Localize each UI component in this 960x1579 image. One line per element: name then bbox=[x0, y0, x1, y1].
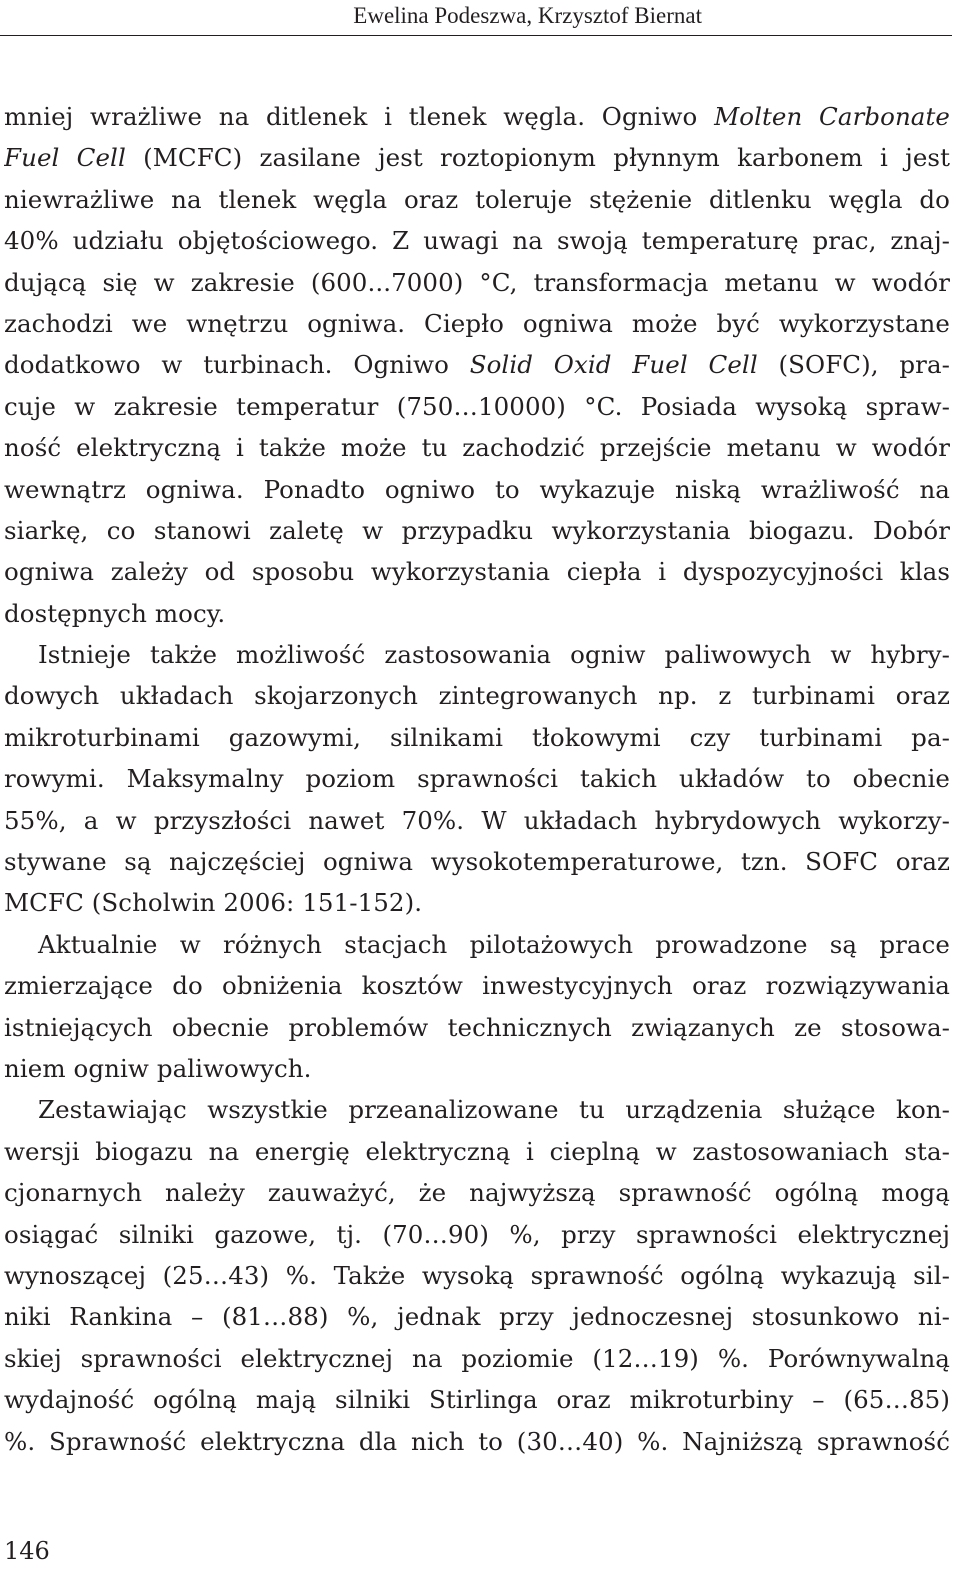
text-line: ność elektryczną i także może tu zachodzić przejście metanu w wodór bbox=[4, 433, 950, 463]
running-header-authors: Ewelina Podeszwa, Krzysztof Biernat bbox=[353, 3, 702, 28]
text-line: dującą się w zakresie (600...7000) °C, transformacja metanu w wodór bbox=[4, 267, 950, 297]
text-line: mniej wrażliwe na ditlenek i tlenek węgla. Ogniwo Molten Carbonate bbox=[4, 102, 950, 131]
text-line: Aktualnie w różnych stacjach pilotażowych prowadzone są prace bbox=[38, 929, 950, 959]
text-line: Istnieje także możliwość zastosowania ogniw paliwowych w hybry- bbox=[38, 640, 950, 670]
text-line: wynoszącej (25…43) %. Także wysoką sprawność ogólną wykazują sil- bbox=[4, 1260, 950, 1290]
text-line: dostępnych mocy. bbox=[4, 598, 226, 628]
text-line: dodatkowo w turbinach. Ogniwo Solid Oxid Fuel Cell (SOFC), pra- bbox=[4, 350, 950, 380]
text-line: cjonarnych należy zauważyć, że najwyższą sprawność ogólną mogą bbox=[4, 1178, 950, 1208]
text-line: zmierzające do obniżenia kosztów inwestycyjnych oraz rozwiązywania bbox=[4, 971, 950, 1001]
text-line: cuje w zakresie temperatur (750…10000) °C. Posiada wysoką spraw- bbox=[4, 391, 950, 421]
text-line: %. Sprawność elektryczna dla nich to (30…40) %. Najniższą sprawność bbox=[4, 1426, 950, 1456]
page-number: 146 bbox=[4, 1537, 50, 1565]
text-line: Zestawiając wszystkie przeanalizowane tu urządzenia służące kon- bbox=[38, 1095, 950, 1125]
text-line: wewnątrz ogniwa. Ponadto ogniwo to wykazuje niską wrażliwość na bbox=[4, 474, 950, 504]
text-line: siarkę, co stanowi zaletę w przypadku wykorzystania biogazu. Dobór bbox=[4, 515, 950, 545]
text-line: zachodzi we wnętrzu ogniwa. Ciepło ogniwa może być wykorzystane bbox=[4, 308, 950, 338]
text-line: skiej sprawności elektrycznej na poziomie (12…19) %. Porównywalną bbox=[4, 1343, 950, 1373]
text-line: Fuel Cell (MCFC) zasilane jest roztopionym płynnym karbonem i jest bbox=[4, 143, 950, 173]
body-text bbox=[4, 96, 950, 1462]
text-line: 55%, a w przyszłości nawet 70%. W układach hybrydowych wykorzy- bbox=[4, 805, 950, 835]
text-line: niem ogniw paliwowych. bbox=[4, 1053, 312, 1083]
text-line: istniejących obecnie problemów technicznych związanych ze stosowa- bbox=[4, 1012, 950, 1042]
text-line: osiągać silniki gazowe, tj. (70…90) %, przy sprawności elektrycznej bbox=[4, 1219, 950, 1249]
text-line: niewrażliwe na tlenek węgla oraz toleruje stężenie ditlenku węgla do bbox=[4, 184, 950, 214]
text-line: 40% udziału objętościowego. Z uwagi na swoją temperaturę prac, znaj- bbox=[4, 226, 950, 256]
running-header bbox=[0, 0, 952, 36]
text-line: rowymi. Maksymalny poziom sprawności takich układów to obecnie bbox=[4, 764, 950, 794]
text-line: dowych układach skojarzonych zintegrowanych np. z turbinami oraz bbox=[4, 681, 950, 711]
text-line: ogniwa zależy od sposobu wykorzystania ciepła i dyspozycyjności klas bbox=[4, 557, 950, 587]
text-line: stywane są najczęściej ogniwa wysokotemperaturowe, tzn. SOFC oraz bbox=[4, 847, 950, 877]
text-line: wersji biogazu na energię elektryczną i cieplną w zastosowaniach sta- bbox=[4, 1136, 950, 1166]
text-line: MCFC (Scholwin 2006: 151-152). bbox=[4, 888, 423, 918]
text-line: mikroturbinami gazowymi, silnikami tłokowymi czy turbinami pa- bbox=[4, 722, 950, 752]
text-line: niki Rankina – (81…88) %, jednak przy jednoczesnej stosunkowo ni- bbox=[4, 1302, 950, 1332]
text-line: wydajność ogólną mają silniki Stirlinga oraz mikroturbiny – (65…85) bbox=[4, 1385, 950, 1415]
